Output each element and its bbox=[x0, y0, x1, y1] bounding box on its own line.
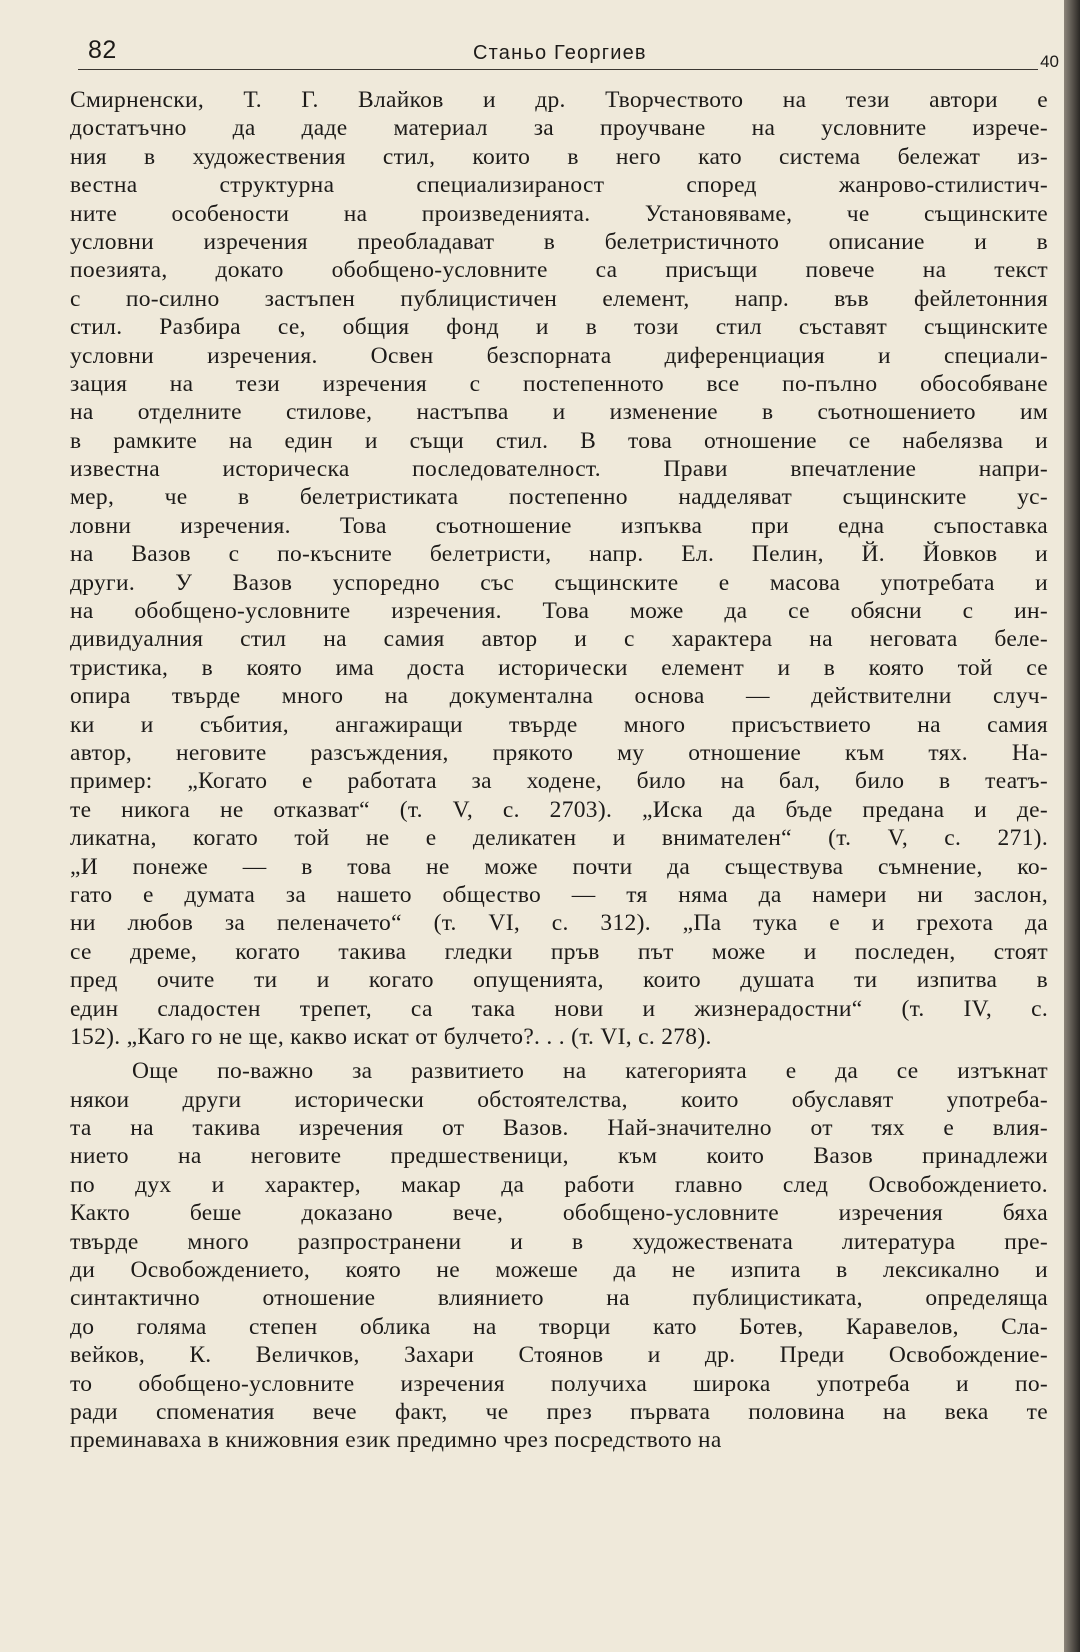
text-line: на Вазов с по-късните белетристи, напр. Ел. Пелин, Й. Йовков и bbox=[70, 541, 1048, 568]
text-line: в рамките на един и същи стил. В това отношение се набелязва и bbox=[70, 427, 1048, 454]
text-line: ния в художествения стил, които в него като система бележат из- bbox=[70, 143, 1048, 170]
text-line: един сладостен трепет, са така нови и жизнерадостни“ (т. IV, с. bbox=[70, 995, 1048, 1022]
page-header bbox=[78, 34, 1059, 74]
text-line: та на такива изречения от Вазов. Най-значително от тях е влия- bbox=[70, 1115, 1048, 1142]
book-spine-edge bbox=[1064, 0, 1080, 1652]
text-line: твърде много разпространени и в художествената литература пре- bbox=[70, 1228, 1048, 1255]
text-line: ради споменатия вече факт, че през първата половина на века те bbox=[70, 1398, 1048, 1425]
text-line: стил. Разбира се, общия фонд и в този стил съставят същинските bbox=[70, 314, 1048, 341]
text-line: то обобщено-условните изречения получиха широка употреба и по- bbox=[70, 1370, 1048, 1397]
running-head: Станьо Георгиев bbox=[473, 42, 647, 64]
text-line: ди Освобождението, която не можеше да не изпита в лексикално и bbox=[70, 1257, 1048, 1284]
text-line: достатъчно да даде материал за проучване на условните изрече- bbox=[70, 115, 1048, 142]
text-line: нието на неговите предшественици, към които Вазов принадлежи bbox=[70, 1143, 1048, 1170]
text-line: автор, неговите разсъждения, прякото му отношение към тях. На- bbox=[70, 739, 1048, 766]
text-line: някои други исторически обстоятелства, които обуславят употреба- bbox=[70, 1086, 1048, 1113]
text-line: дивидуалния стил на самия автор и с характера на неговата беле- bbox=[70, 626, 1048, 653]
body-text bbox=[70, 86, 1048, 1455]
text-line: пред очите ти и когато опущенията, които душата ти изпитва в bbox=[70, 967, 1048, 994]
text-line: те никога не отказват“ (т. V, с. 2703). „Иска да бъде предана и де- bbox=[70, 796, 1048, 823]
header-rule bbox=[78, 69, 1038, 70]
text-line: условни изречения преобладават в белетристичното описание и в bbox=[70, 228, 1048, 255]
text-line: ловни изречения. Това съотношение изпъква при една съпоставка bbox=[70, 512, 1048, 539]
text-line: Както беше доказано вече, обобщено-условните изречения бяха bbox=[70, 1200, 1048, 1227]
text-line: по дух и характер, макар да работи главно след Освобождението. bbox=[70, 1171, 1048, 1198]
text-line: гато е думата за нашето общество — тя няма да намери ни заслон, bbox=[70, 881, 1048, 908]
text-line: ните особености на произведенията. Установяваме, че същинските bbox=[70, 200, 1048, 227]
text-line: ки и събития, ангажиращи твърде много присъствието на самия bbox=[70, 711, 1048, 738]
text-line: ни любов за пеленачето“ (т. VI, с. 312). „Па тука е и грехота да bbox=[70, 910, 1048, 937]
text-line: преминаваха в книжовния език предимно чрез посредството на bbox=[70, 1427, 722, 1454]
text-line: до голяма степен облика на творци като Ботев, Каравелов, Сла- bbox=[70, 1313, 1048, 1340]
text-line: на обобщено-условните изречения. Това може да се обясни с ин- bbox=[70, 598, 1048, 625]
paragraph bbox=[70, 86, 1048, 1051]
text-line: с по-силно застъпен публицистичен елемент, напр. във фейлетонния bbox=[70, 285, 1048, 312]
text-line: тристика, в която има доста исторически елемент и в която той се bbox=[70, 654, 1048, 681]
text-line: опира твърде много на документална основа — действителни случ- bbox=[70, 683, 1048, 710]
text-line: поезията, докато обобщено-условните са присъщи повече на текст bbox=[70, 257, 1048, 284]
paragraph bbox=[70, 1057, 1048, 1454]
text-line: ликатна, когато той не е деликатен и внимателен“ (т. V, с. 271). bbox=[70, 825, 1048, 852]
text-line: условни изречения. Освен безспорната диференциация и специали- bbox=[70, 342, 1048, 369]
margin-mark: 40 bbox=[1040, 52, 1059, 71]
text-line: вейков, К. Величков, Захари Стоянов и др. Преди Освобождение- bbox=[70, 1342, 1048, 1369]
text-line: Смирненски, Т. Г. Влайков и др. Творчеството на тези автори е bbox=[70, 87, 1048, 113]
text-line: 152). „Каго го не ще, какво искат от булчето?. . . (т. VI, с. 278). bbox=[70, 1023, 712, 1050]
text-line: се дреме, когато такива гледки пръв път може и последен, стоят bbox=[70, 938, 1048, 965]
text-line: други. У Вазов успоредно със същинските е масова употребата и bbox=[70, 569, 1048, 596]
text-line: синтактично отношение влиянието на публицистиката, определяща bbox=[70, 1285, 1048, 1312]
text-line: пример: „Когато е работата за ходене, било на бал, било в театъ- bbox=[70, 768, 1048, 795]
text-line: известна историческа последователност. Прави впечатление напри- bbox=[70, 456, 1048, 483]
text-line: мер, че в белетристиката постепенно надделяват същинските ус- bbox=[70, 484, 1048, 511]
text-line: Още по-важно за развитието на категорията е да се изтъкнат bbox=[132, 1058, 1048, 1085]
text-line: вестна структурна специализираност според жанрово-стилистич- bbox=[70, 172, 1048, 199]
page-number: 82 bbox=[88, 36, 117, 64]
text-line: зация на тези изречения с постепенното все по-пълно обособяване bbox=[70, 370, 1048, 397]
text-line: „И понеже — в това не може почти да съществува съмнение, ко- bbox=[70, 853, 1048, 880]
text-line: на отделните стилове, настъпва и изменение в съотношението им bbox=[70, 399, 1048, 426]
